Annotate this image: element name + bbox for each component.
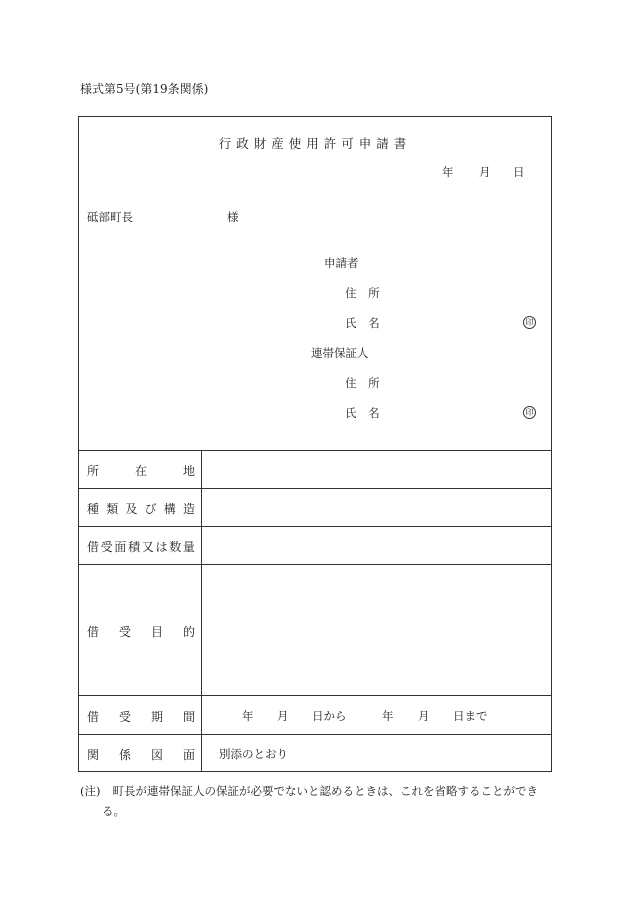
addressee-honorific: 様 <box>227 210 239 224</box>
row-divider <box>79 695 551 696</box>
guarantor-heading: 連帯保証人 <box>311 346 369 360</box>
period-from-month: 月 <box>277 709 289 723</box>
period-to-day: 日まで <box>453 709 488 723</box>
area-quantity-label: 借 受 面 積 又 は 数 量 <box>87 540 195 554</box>
row-divider <box>79 526 551 527</box>
drawings-label: 関 係 図 面 <box>87 748 195 762</box>
location-label: 所 在 地 <box>87 464 195 478</box>
period-to-year: 年 <box>382 709 394 723</box>
guarantor-seal-icon: 印 <box>523 406 536 419</box>
row-divider <box>79 734 551 735</box>
period-from-year: 年 <box>242 709 254 723</box>
date-day-label: 日 <box>513 165 525 179</box>
drawings-value: 別添のとおり <box>219 747 288 761</box>
form-title: 行政財産使用許可申請書 <box>218 136 412 151</box>
type-structure-label: 種 類 及 び 構 造 <box>87 502 195 516</box>
column-divider <box>201 450 202 771</box>
applicant-name-label: 氏 名 <box>345 316 384 330</box>
form-number: 様式第5号(第19条関係) <box>80 82 209 96</box>
purpose-label: 借 受 目 的 <box>87 625 195 639</box>
guarantor-address-label: 住 所 <box>345 376 384 390</box>
note-continuation: る。 <box>102 804 125 818</box>
period-to-month: 月 <box>418 709 430 723</box>
applicant-seal-icon: 印 <box>523 316 536 329</box>
applicant-address-label: 住 所 <box>345 286 384 300</box>
period-from-day: 日から <box>312 709 347 723</box>
guarantor-name-label: 氏 名 <box>345 406 384 420</box>
date-year-label: 年 <box>442 165 454 179</box>
row-divider <box>79 488 551 489</box>
row-divider <box>79 564 551 565</box>
applicant-heading: 申請者 <box>324 256 359 270</box>
note-text: 町長が連帯保証人の保証が必要でないと認めるときは、これを省略することができ <box>112 784 538 798</box>
addressee-name: 砥部町長 <box>87 210 133 224</box>
note-line <box>80 783 538 799</box>
application-form <box>78 116 552 772</box>
note-marker: (注) <box>80 784 101 798</box>
row-divider <box>79 450 551 451</box>
period-label: 借 受 期 間 <box>87 710 195 724</box>
date-month-label: 月 <box>479 165 491 179</box>
